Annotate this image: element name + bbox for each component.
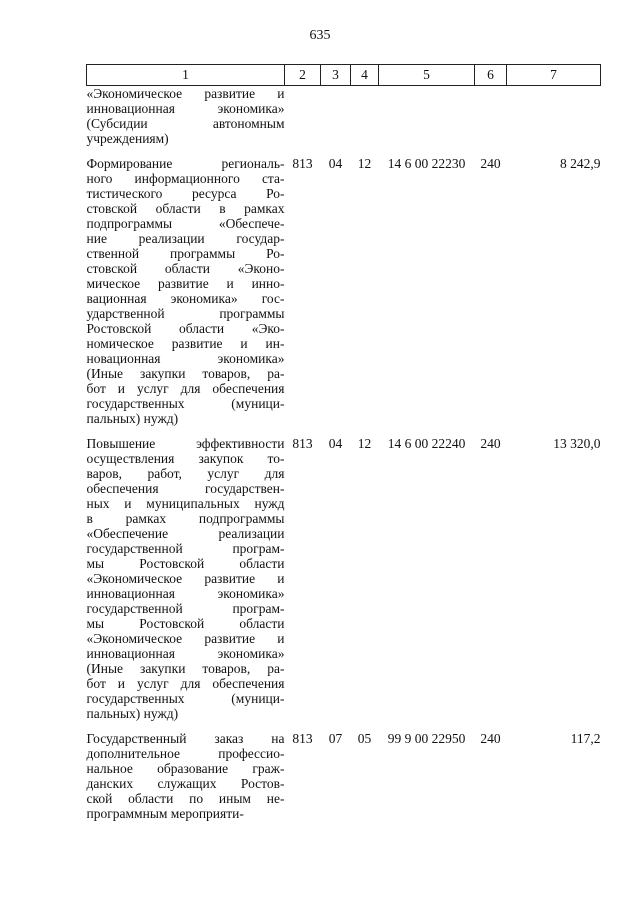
amount: 8 242,9 (560, 156, 601, 171)
description-line: обеспечения государствен- (86, 481, 285, 496)
table-row (87, 731, 601, 821)
item-description (87, 731, 285, 821)
description-line: ственной программы Ро- (86, 246, 285, 261)
subsection-code (351, 86, 379, 147)
amount: 13 320,0 (553, 436, 601, 451)
subsection-code: 05 (357, 731, 372, 746)
description-line: государственной програм- (86, 601, 285, 616)
subsection-code: 12 (357, 436, 372, 451)
description-line: Повышение эффективности (86, 436, 285, 451)
description-line: инновационная экономика» (86, 646, 285, 661)
description-line: «Обеспечение реализации (86, 526, 285, 541)
description-line: дополнительное профессио- (86, 746, 285, 761)
description-line: осуществления закупок то- (86, 451, 285, 466)
description-line: (Иные закупки товаров, ра- (86, 366, 285, 381)
description-line: бот и услуг для обеспечения (86, 381, 285, 396)
description-line: государственных (муници- (86, 691, 285, 706)
header-col-1: 1 (87, 65, 285, 86)
description-line: ской области по иным не- (86, 791, 285, 806)
section-code (321, 86, 351, 147)
description-line: инновационная экономика» (86, 586, 285, 601)
description-line: бот и услуг для обеспечения (86, 676, 285, 691)
description-line: мическое развитие и инно- (86, 276, 285, 291)
description-line: учреждениям) (86, 131, 169, 146)
description-line: государственных (муници- (86, 396, 285, 411)
row-spacer (87, 426, 601, 436)
description-line: номическое развитие и ин- (86, 336, 285, 351)
description-line: государственной програм- (86, 541, 285, 556)
ministry-code: 813 (292, 156, 313, 171)
subsection-code: 12 (357, 156, 372, 171)
section-code: 04 (328, 156, 343, 171)
description-line: инновационная экономика» (86, 101, 285, 116)
ministry-code: 813 (292, 436, 313, 451)
target-article-code (379, 86, 475, 147)
page-number: 635 (309, 28, 331, 43)
target-article-code: 99 9 00 22950 (387, 731, 466, 746)
expense-type-code: 240 (480, 731, 501, 746)
description-line: ние реализации государ- (86, 231, 285, 246)
description-line: «Экономическое развитие и (86, 86, 285, 101)
ministry-code (285, 86, 321, 147)
header-col-6: 6 (475, 65, 507, 86)
description-line: варов, работ, услуг для (86, 466, 285, 481)
description-line: ных и муниципальных нужд (86, 496, 285, 511)
description-line: программным мероприяти- (86, 806, 244, 821)
description-line: (Субсидии автономным (86, 116, 285, 131)
budget-table (86, 64, 601, 821)
expense-type-code: 240 (480, 436, 501, 451)
target-article-code: 14 6 00 22240 (387, 436, 466, 451)
description-line: подпрограммы «Обеспече- (86, 216, 285, 231)
description-line: ного информационного ста- (86, 171, 285, 186)
description-line: стовской области в рамках (86, 201, 285, 216)
description-line: в рамках подпрограммы (86, 511, 285, 526)
description-line: Формирование региональ- (86, 156, 285, 171)
row-spacer (87, 721, 601, 731)
description-line: пальных) нужд) (86, 706, 179, 721)
item-description (87, 156, 285, 426)
amount: 117,2 (570, 731, 601, 746)
description-line: вационная экономика» гос- (86, 291, 285, 306)
expense-type-code (475, 86, 507, 147)
description-line: данских служащих Ростов- (86, 776, 285, 791)
section-code: 04 (328, 436, 343, 451)
description-line: пальных) нужд) (86, 411, 179, 426)
description-line: «Экономическое развитие и (86, 631, 285, 646)
description-line: Ростовской области «Эко- (86, 321, 285, 336)
header-col-7: 7 (507, 65, 601, 86)
ministry-code: 813 (292, 731, 313, 746)
description-line: мы Ростовской области (86, 556, 285, 571)
row-spacer-cell (87, 146, 601, 156)
description-line: ударственной программы (86, 306, 285, 321)
description-line: новационная экономика» (86, 351, 285, 366)
table-row (87, 86, 601, 147)
header-row (87, 65, 601, 86)
description-line: «Экономическое развитие и (86, 571, 285, 586)
row-spacer-cell (87, 426, 601, 436)
description-line: Государственный заказ на (86, 731, 285, 746)
description-line: мы Ростовской области (86, 616, 285, 631)
header-col-2: 2 (285, 65, 321, 86)
description-line: нальное образование граж- (86, 761, 285, 776)
row-spacer-cell (87, 721, 601, 731)
section-code: 07 (328, 731, 343, 746)
expense-type-code: 240 (480, 156, 501, 171)
target-article-code: 14 6 00 22230 (387, 156, 466, 171)
item-description (87, 86, 285, 147)
table-row (87, 156, 601, 426)
header-col-5: 5 (379, 65, 475, 86)
table-row (87, 436, 601, 721)
description-line: стовской области «Эконо- (86, 261, 285, 276)
description-line: тистического ресурса Ро- (86, 186, 285, 201)
header-col-4: 4 (351, 65, 379, 86)
row-spacer (87, 146, 601, 156)
amount (507, 86, 601, 147)
item-description (87, 436, 285, 721)
description-line: (Иные закупки товаров, ра- (86, 661, 285, 676)
header-col-3: 3 (321, 65, 351, 86)
